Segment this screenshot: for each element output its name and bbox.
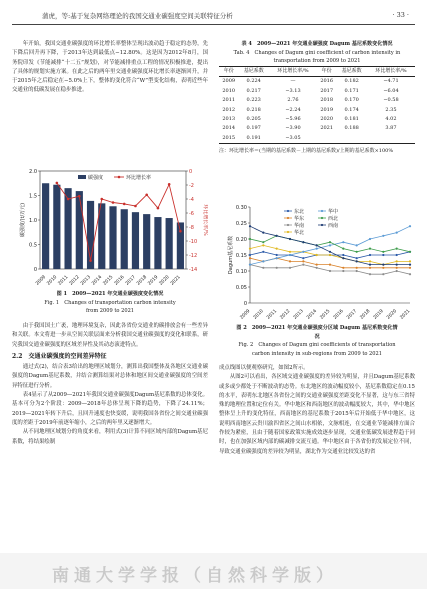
series-point: [342, 267, 344, 269]
table-cell: 4.02: [385, 116, 397, 122]
series-point: [249, 248, 251, 250]
series-point: [329, 251, 331, 253]
series-point: [396, 267, 398, 269]
series-point: [276, 235, 278, 237]
table-header-row: [219, 67, 415, 77]
left-paragraph-2: [12, 322, 208, 447]
series-point: [396, 232, 398, 234]
growth-rate-point: [145, 194, 148, 197]
table-cell: 2021: [320, 125, 334, 132]
y-tick-label: 0.10: [235, 268, 247, 275]
table-cell: 2.35: [385, 106, 397, 113]
bar: [154, 217, 161, 269]
table-cell: 0.182: [344, 78, 359, 85]
table-cell: −2.24: [285, 106, 301, 113]
th-year: 年份: [219, 67, 238, 77]
y-tick-label-left: 1.0: [29, 217, 37, 224]
table-cell: 0.223: [246, 97, 261, 104]
x-tick-label: 2010: [46, 274, 59, 287]
y-tick-label-right: -6: [189, 210, 194, 217]
table-cell: 0.170: [344, 97, 359, 104]
series-point: [302, 264, 304, 266]
x-tick-label: 2021: [399, 308, 412, 321]
table-cell: 2011: [222, 97, 236, 104]
table-4: [219, 66, 415, 155]
legend-label: 西北: [328, 215, 339, 222]
legend-swatch-point: [287, 210, 289, 212]
bar: [76, 191, 83, 269]
series-line: [250, 258, 410, 268]
series-point: [289, 251, 291, 253]
table-cell: 2013: [222, 116, 236, 122]
y-tick-label-right: -2: [189, 182, 194, 189]
legend-swatch-point: [321, 224, 323, 226]
series-point: [289, 254, 291, 256]
growth-rate-point: [112, 201, 115, 204]
table-cell: −4.71: [383, 78, 399, 85]
y-tick-label: 0.30: [235, 204, 247, 211]
x-tick-label: 2009: [35, 274, 48, 287]
x-tick-label: 2019: [372, 308, 385, 321]
series-point: [382, 267, 384, 269]
table-cell: 0.171: [344, 87, 359, 94]
series-point: [276, 254, 278, 256]
series-point: [249, 254, 251, 256]
series-point: [342, 254, 344, 256]
y-tick-label-left: 0: [33, 266, 37, 273]
table-cell: 2020: [320, 116, 334, 122]
paragraph-text: 表4显示了从2009—2021年我国交通业碳强度Dagum基尼系数的总体变化。基本可分为2个阶段：2009—2018年总体呈现下降的趋势，下降了24.11%；2019—2021年转下升后，且回升速度也快变缓，说明我国各省份之间交通业碳强度的差距于2019年前逐年缩小，之后的两年里又逐渐增大。: [12, 392, 209, 426]
series-point: [356, 260, 358, 262]
x-tick-label: 2014: [91, 274, 104, 287]
x-tick-label: 2011: [57, 274, 70, 287]
running-header: [12, 8, 415, 22]
x-tick-label: 2020: [158, 274, 171, 287]
series-point: [409, 273, 411, 275]
table-cell: 0.217: [246, 87, 261, 94]
th-year: 年份: [317, 67, 336, 77]
y-tick-label-right: -10: [189, 238, 198, 245]
table-cell: 0.181: [344, 116, 359, 122]
growth-rate-point: [179, 230, 182, 233]
series-point: [382, 264, 384, 266]
series-point: [262, 241, 264, 243]
th-gini: 基尼系数: [238, 67, 269, 77]
table-cell: 2010: [222, 87, 236, 94]
series-line: [250, 265, 410, 275]
table-cell: 2018: [320, 97, 334, 104]
table-cell: 0.188: [344, 125, 359, 132]
series-point: [289, 238, 291, 240]
y-tick-label: 0.05: [235, 284, 247, 291]
series-point: [329, 270, 331, 272]
table-cell: −0.58: [383, 97, 399, 104]
legend-label: 华北: [294, 229, 305, 236]
series-point: [262, 260, 264, 262]
th-growth: 环比增长率/%: [269, 67, 317, 77]
table-cell: −5.96: [285, 116, 301, 122]
series-point: [356, 270, 358, 272]
series-point: [356, 251, 358, 253]
x-tick-label: 2013: [292, 308, 305, 321]
running-title: 蒲虎，等:基于复杂网络理论的我国交通业碳强度空间关联特征分析: [42, 12, 233, 20]
figure-2-caption: [219, 324, 415, 358]
series-point: [396, 248, 398, 250]
legend-label: 环比增长率: [126, 175, 152, 181]
x-tick-label: 2015: [319, 308, 332, 321]
series-point: [342, 248, 344, 250]
x-tick-label: 2014: [306, 308, 319, 321]
table-cell: 0.224: [246, 78, 261, 85]
x-tick-label: 2015: [102, 274, 115, 287]
left-paragraph-1: [12, 40, 208, 96]
paragraph-text: 年开始，我国交通业碳强度的环比增长率整体呈现出波动趋于稳定的态势，先下降后回升再下降，于2013年达到最低点−12.80%。这是因为2012年8月，国务院印发《节能减排“十二五”规划》，对节能减排重点工程的情况积极推进，提出了具体的规划实施方案。在此之后的两年里交通业碳强度环比增长率逐渐回升，并于2015年之后稳定在−5.0%上下，整体的变化符合“W”型变化结构，表明近些年交通业的低碳发展在稳步推进。: [12, 41, 208, 94]
growth-rate-point: [78, 195, 81, 198]
figure-1-caption: [12, 290, 208, 316]
series-point: [409, 225, 411, 227]
table-row: [219, 115, 415, 124]
growth-rate-point: [67, 198, 70, 201]
legend-swatch-point: [287, 217, 289, 219]
growth-rate-line: [57, 183, 181, 261]
legend-swatch-point: [321, 210, 323, 212]
figure-1-caption-en: Fig. 1 Changes of transportation carbon intensity from 2009 to 2021: [44, 299, 176, 314]
legend-swatch-point: [118, 176, 121, 179]
paragraph-text: 通过式(2)，结合表3给出的地理区域划分，测算出我国整体及各地区交通业碳强度的Dagum基尼系数，并结合测算结果对总体和地区间交通业碳强度的空间差异特征进行分析。: [12, 364, 208, 389]
series-point: [342, 241, 344, 243]
bar: [143, 214, 150, 269]
table-cell: 0.218: [246, 106, 261, 113]
series-point: [409, 264, 411, 266]
growth-rate-point: [56, 182, 59, 185]
series-point: [409, 251, 411, 253]
series-point: [409, 267, 411, 269]
table-4-note: 注：环比增长率＝(当期的基尼系数－上期的基尼系数)/上期的基尼系数×100%: [219, 148, 394, 155]
y-tick-label: 0.15: [235, 252, 247, 259]
x-tick-label: 2011: [266, 308, 279, 321]
x-tick-label: 2012: [279, 308, 292, 321]
series-point: [249, 264, 251, 266]
legend-swatch-bar: [78, 175, 86, 179]
legend-swatch-point: [321, 217, 323, 219]
series-point: [316, 264, 318, 266]
x-tick-label: 2019: [147, 274, 160, 287]
figure-2-chart: [224, 203, 414, 323]
table-cell: 2.76: [287, 97, 299, 104]
table-cell: −3.90: [285, 125, 301, 132]
x-tick-label: 2013: [80, 274, 92, 287]
x-tick-label: 2018: [359, 308, 372, 321]
journal-name: 南通大学学报（自然科学版）: [52, 566, 338, 586]
series-point: [276, 257, 278, 259]
page-number: · 33 ·: [392, 11, 409, 19]
growth-rate-point: [123, 203, 126, 206]
y-tick-label-right: -4: [189, 196, 194, 203]
growth-rate-point: [168, 183, 171, 186]
series-point: [302, 257, 304, 259]
table-row: [219, 106, 415, 115]
table-cell: 2015: [219, 134, 238, 144]
growth-rate-point: [89, 259, 92, 262]
bar: [121, 209, 128, 269]
series-point: [276, 267, 278, 269]
x-tick-label: 2012: [68, 274, 81, 287]
series-point: [249, 257, 251, 259]
table-cell: −6.04: [383, 87, 399, 94]
x-tick-label: 2009: [239, 308, 252, 321]
y-tick-label-left: 0.5: [29, 242, 37, 249]
x-tick-label: 2016: [113, 274, 126, 287]
x-tick-label: 2017: [125, 274, 137, 287]
y-tick-label-right: -12: [189, 252, 198, 259]
series-point: [262, 232, 264, 234]
table-row: [219, 87, 415, 96]
series-point: [382, 235, 384, 237]
series-point: [302, 251, 304, 253]
y-tick-label-right: -14: [189, 266, 198, 273]
header-divider: [12, 24, 415, 25]
x-tick-label: 2016: [332, 308, 345, 321]
table-row: [219, 134, 415, 144]
bar: [42, 183, 49, 269]
th-gini: 基尼系数: [336, 67, 367, 77]
table-cell: 2017: [320, 87, 334, 94]
series-point: [369, 264, 371, 266]
table-4-grid: [219, 66, 415, 144]
table-row: [219, 96, 415, 105]
right-paragraph: [219, 364, 415, 457]
growth-rate-point: [157, 207, 160, 210]
table-cell: —: [290, 78, 296, 85]
y-tick-label-right: 0: [189, 168, 193, 175]
y-axis-label: Dagum基尼系数: [228, 235, 234, 275]
figure-1-caption-cn: 图 1 2009—2021 年交通业碳强度变化情况: [56, 291, 164, 297]
legend-label: 华中: [328, 208, 339, 215]
legend-label: 东北: [294, 208, 305, 215]
y-axis-label-right: 环比增长率/%: [202, 204, 208, 236]
table-cell: [317, 134, 336, 144]
x-tick-label: 2021: [169, 274, 182, 287]
series-point: [302, 241, 304, 243]
y-axis-label-left: 碳强度/(t/万元): [20, 202, 26, 238]
table-4-title-cn: 表 4 2009—2021 年交通业碳强度 Dagum 基尼系数变化情况: [241, 41, 393, 47]
table-cell: 2012: [222, 106, 236, 113]
table-cell: 0.174: [344, 106, 359, 113]
series-point: [316, 267, 318, 269]
series-point: [276, 248, 278, 250]
series-point: [329, 241, 331, 243]
series-point: [369, 254, 371, 256]
series-point: [249, 238, 251, 240]
series-point: [382, 251, 384, 253]
series-point: [396, 270, 398, 272]
series-point: [262, 251, 264, 253]
y-tick-label-right: -8: [189, 224, 194, 231]
legend-label: 西南: [328, 222, 339, 229]
y-tick-label-left: 2.0: [29, 168, 37, 175]
x-tick-label: 2010: [252, 308, 265, 321]
series-line: [250, 236, 410, 252]
series-point: [369, 238, 371, 240]
y-tick-label: 0.20: [235, 236, 247, 243]
series-point: [316, 254, 318, 256]
bar: [166, 218, 173, 269]
figure-1-chart: [18, 165, 208, 287]
y-tick-label: 0: [243, 300, 247, 307]
paragraph-text: 由于我国国土广袤，地理环境复杂，因此各省份交通业的碳排放会有一些差异和关联。本文将进一步从空间关联层面来分析我国交通业碳强度的变化和联系，研究我国交通业碳强度的区域差异性及其动态演进特点。: [12, 323, 208, 348]
bar: [53, 185, 60, 269]
table-cell: 2019: [320, 106, 334, 113]
legend-label: 碳强度: [88, 175, 104, 181]
series-point: [396, 264, 398, 266]
series-point: [262, 244, 264, 246]
paragraph-text: 从图2可以看出，各区域交通业碳强度的差异较为明显，并且Dagum基尼系数或多或少都处于不断波动的态势。东北地区的波动幅度较小，基尼系数稳定在0.15的水平，表明东北地区各省份之间的交通业碳强度差距变化不显著，这与东三省特殊的地理位置和定位有关。华中地区和西南地区的波动幅度较大，其中，华中地区整体呈上升的变化特征，西南地区的基尼系数于2015年后开始低于华中地区，这说明西南地区云贵川渝四省区之间山水相依，文脉相连，在交通业节能减排方面合作较为紧密，且由于随着国家政策实施成效逐步显现，交通业低碳发展进程趋于同时，也在加强区域内部的碳减排交流互通。华中地区由于各省份的发展定位不同，导致交通业碳强度的差异较为明显，湖北作为交通业比较发达的省: [219, 374, 415, 455]
bar: [132, 212, 139, 269]
series-point: [382, 273, 384, 275]
series-point: [356, 244, 358, 246]
series-point: [369, 273, 371, 275]
legend-label: 华南: [294, 222, 305, 229]
table-cell: [367, 134, 415, 144]
table-row: [219, 124, 415, 133]
series-point: [369, 248, 371, 250]
y-tick-label: 0.25: [235, 220, 247, 227]
series-point: [329, 244, 331, 246]
th-growth: 环比增长率/%: [367, 67, 415, 77]
x-tick-label: 2020: [386, 308, 399, 321]
growth-rate-point: [134, 205, 137, 208]
table-cell: 0.191: [238, 134, 269, 144]
figure-2-caption-cn: 图 2 2009—2021 年交通业碳强度分区域 Dagum 基尼系数变化情况: [236, 325, 398, 340]
series-point: [302, 260, 304, 262]
series-point: [289, 260, 291, 262]
legend-swatch-point: [287, 224, 289, 226]
table-cell: 0.197: [246, 125, 261, 132]
x-tick-label: 2018: [136, 274, 149, 287]
series-point: [329, 264, 331, 266]
series-point: [342, 257, 344, 259]
growth-rate-point: [100, 198, 103, 201]
table-row: [219, 77, 415, 87]
series-point: [262, 267, 264, 269]
series-point: [369, 260, 371, 262]
paragraph-text: 从不同地理区域划分的角度来看，利用式(3)计算不同区域内部的Dagum基尼系数，将结果绘制: [12, 429, 208, 445]
table-cell: 2016: [320, 78, 334, 85]
figure-2-caption-en: Fig. 2 Changes of Dagum gini coefficients of transportation carbon intensity in sub-regions from 2009 to 2021: [238, 342, 396, 357]
journal-footer: [0, 553, 427, 589]
series-point: [329, 254, 331, 256]
paragraph-text: 成点线图以便观察研究，如图2所示。: [219, 365, 309, 371]
series-point: [249, 225, 251, 227]
table-cell: 2014: [222, 125, 236, 132]
table-cell: [336, 134, 367, 144]
series-point: [342, 270, 344, 272]
series-point: [369, 267, 371, 269]
series-point: [396, 254, 398, 256]
series-point: [356, 267, 358, 269]
table-4-title-en: Tab. 4 Changes of Dagum gini coefficient of carbon intensity in transportation from 2009 to 2021: [233, 49, 401, 64]
y-tick-label-left: 1.5: [29, 193, 37, 200]
x-tick-label: 2017: [346, 308, 359, 321]
series-point: [316, 248, 318, 250]
table-cell: 2009: [222, 78, 236, 85]
section-heading: 2.2 交通业碳强度的空间差异特征: [12, 352, 107, 360]
bar: [109, 206, 116, 269]
series-point: [289, 267, 291, 269]
series-point: [382, 254, 384, 256]
table-cell: −3.05: [269, 134, 317, 144]
table-cell: −3.13: [285, 87, 301, 94]
legend-label: 华东: [294, 215, 305, 222]
legend-swatch-point: [287, 231, 289, 233]
series-point: [356, 257, 358, 259]
table-cell: 0.205: [246, 116, 261, 122]
series-point: [316, 244, 318, 246]
table-cell: 3.87: [385, 125, 397, 132]
series-point: [409, 260, 411, 262]
table-4-title: [219, 40, 415, 66]
series-point: [396, 260, 398, 262]
